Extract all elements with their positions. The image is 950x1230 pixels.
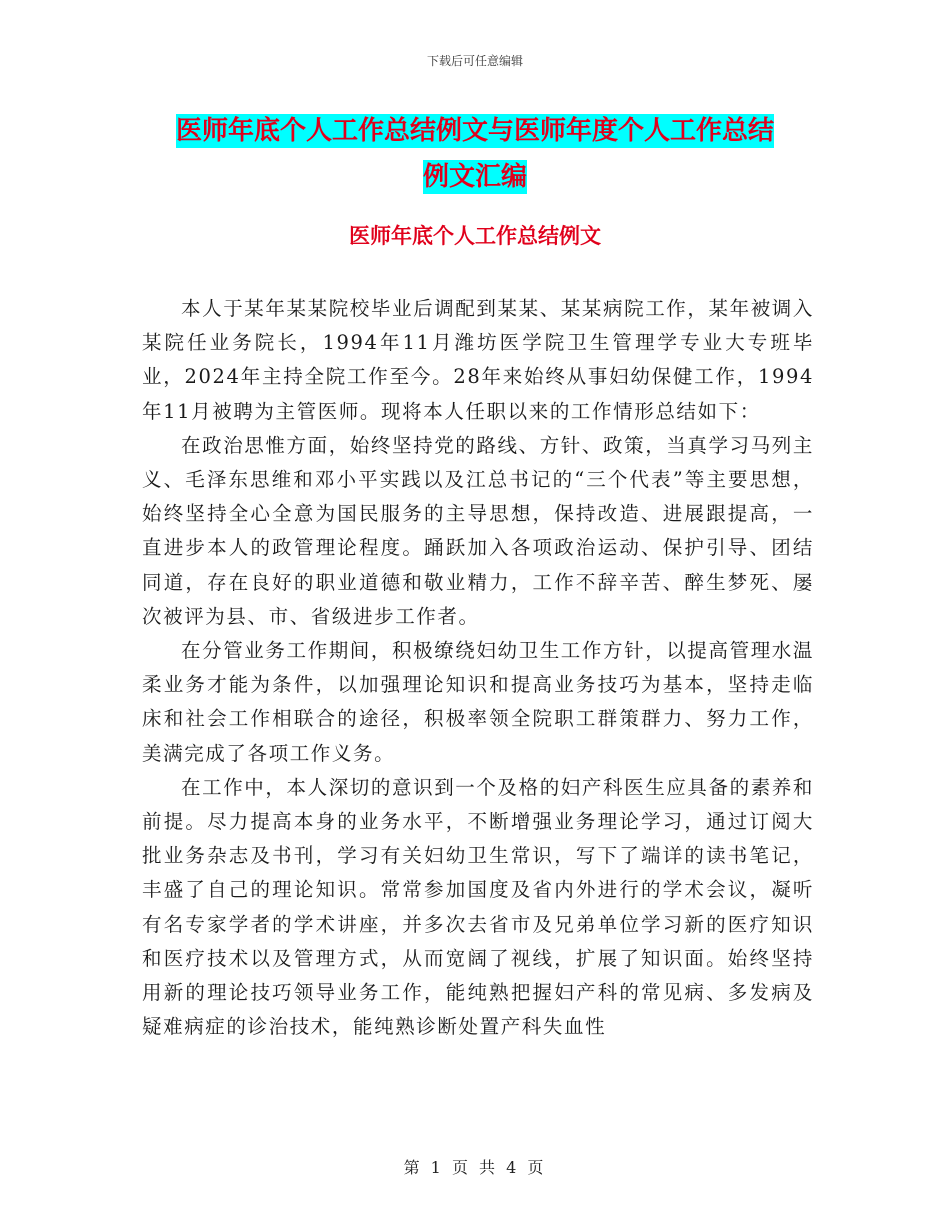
paragraph: 在政治思惟方面，始终坚持党的路线、方针、政策，当真学习马列主义、毛泽东思维和邓小平实践以及江总书记的“三个代表”等主要思想，始终坚持全心全意为国民服务的主导思想，保持改造、进展跟提高，一直进步本人的政管理论程度。踊跃加入各项政治运动、保护引导、团结同道，存在良好的职业道德和敬业精力，工作不辞辛苦、醉生梦死、屡次被评为县、市、省级进步工作者。 <box>142 433 815 628</box>
section-title: 医师年底个人工作总结例文 <box>349 223 601 248</box>
document-title-line-2: 例文汇编 <box>422 162 527 192</box>
paragraph: 在分管业务工作期间，积极缭绕妇幼卫生工作方针，以提高管理水温柔业务才能为条件，以加强理论知识和提高业务技巧为基本，坚持走临床和社会工作相联合的途径，积极率领全院职工群策群力、努力工作，美满完成了各项工作义务。 <box>142 639 815 765</box>
body-text <box>142 292 814 1044</box>
page-header: 下载后可任意编辑 <box>426 54 523 68</box>
paragraph: 在工作中，本人深切的意识到一个及格的妇产科医生应具备的素养和前提。尽力提高本身的业务水平，不断增强业务理论学习，通过订阅大批业务杂志及书刊，学习有关妇幼卫生常识，写下了端详的读书笔记，丰盛了自己的理论知识。常常参加国度及省内外进行的学术会议，凝听有名专家学者的学术讲座，并多次去省市及兄弟单位学习新的医疗知识和医疗技术以及管理方式，从而宽阔了视线，扩展了知识面。始终坚持用新的理论技巧领导业务工作，能纯熟把握妇产科的常见病、多发病及疑难病症的诊治技术，能纯熟诊断处置产科失血性 <box>142 775 815 1039</box>
page-number-footer: 第 1 页 共 4 页 <box>403 1158 547 1177</box>
document-title <box>0 108 950 200</box>
document-title-line-1: 医师年底个人工作总结例文与医师年度个人工作总结 <box>175 116 774 146</box>
paragraph: 本人于某年某某院校毕业后调配到某某、某某病院工作，某年被调入某院任业务院长，1994年11月潍坊医学院卫生管理学专业大专班毕业，2024年主持全院工作至今。28年来始终从事妇幼保健工作，1994年11月被聘为主管医师。现将本人任职以来的工作情形总结如下： <box>142 297 815 423</box>
